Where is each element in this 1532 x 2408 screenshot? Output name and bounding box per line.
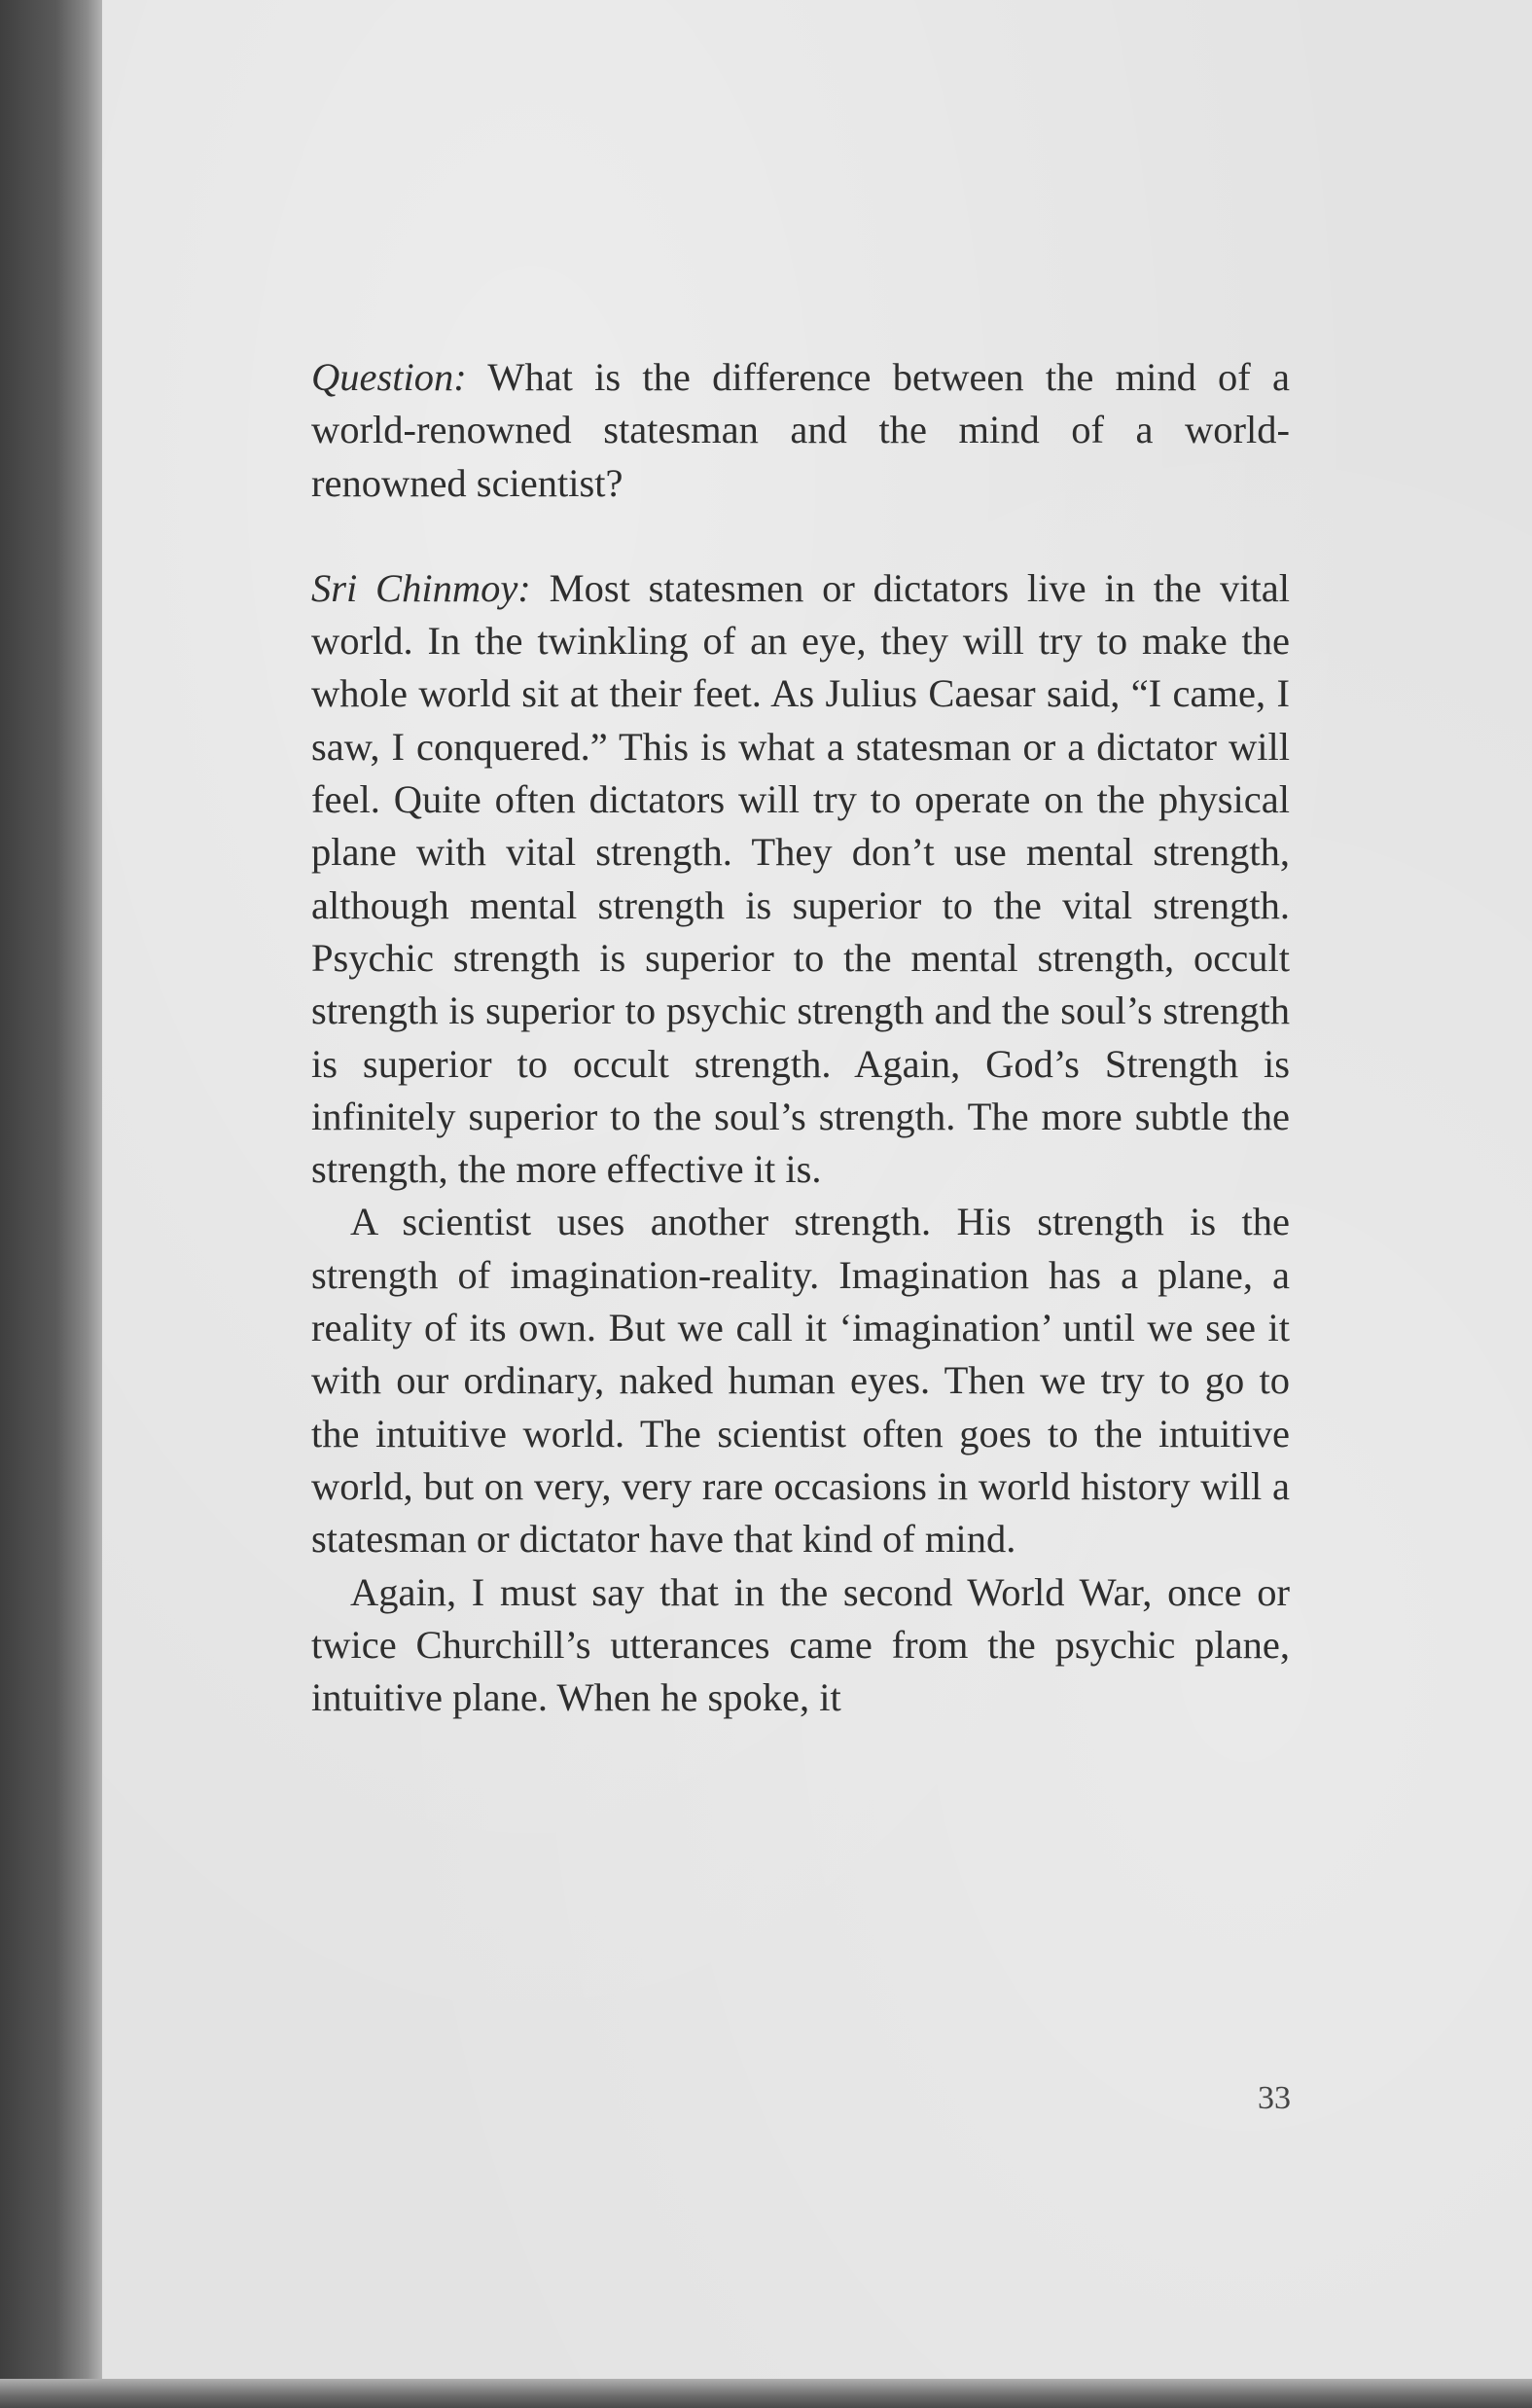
answer-paragraph-1	[311, 562, 1290, 1197]
answer-speaker: Sri Chinmoy:	[311, 565, 531, 610]
question-text: What is the difference between the mind of a world-renowned statesman and the mind of a world-renowned scientist?	[311, 355, 1290, 505]
scan-shadow-bottom	[0, 2379, 1532, 2408]
page-text	[311, 351, 1290, 1724]
page-number: 33	[1258, 2080, 1291, 2116]
answer-paragraph-2: A scientist uses another strength. His strength is the strength of imagination-reality. Imagination has a plane, a reality of its own. But we call it ‘imagination’ until we see it with our ordinary, naked human eyes. Then we try to go to the intuitive world. The scientist often goes to the intuitive world, but on very, very rare occasions in world history will a statesman or dictator have that kind of mind.	[311, 1200, 1290, 1562]
answer-paragraph-3: Again, I must say that in the second World War, once or twice Churchill’s utterances came from the psychic plane, intuitive plane. When he spoke, it	[311, 1569, 1290, 1720]
question-speaker: Question:	[311, 355, 467, 399]
answer-text-1: Most statesmen or dictators live in the vital world. In the twinkling of an eye, they will try to make the whole world sit at their feet. As Julius Caesar said, “I came, I saw, I conquered.” This is what a statesman or a dictator will feel. Quite often dictators will try to operate on the physical plane with vital strength. They don’t use mental strength, although mental strength is superior to the vital strength. Psychic strength is superior to the mental strength, occult strength is superior to psychic strength and the soul’s strength is superior to occult strength. Again, God’s Strength is infinitely superior to the soul’s strength. The more subtle the strength, the more effective it is.	[311, 565, 1290, 1192]
question-paragraph	[311, 351, 1290, 510]
scan-shadow-left	[0, 0, 102, 2408]
